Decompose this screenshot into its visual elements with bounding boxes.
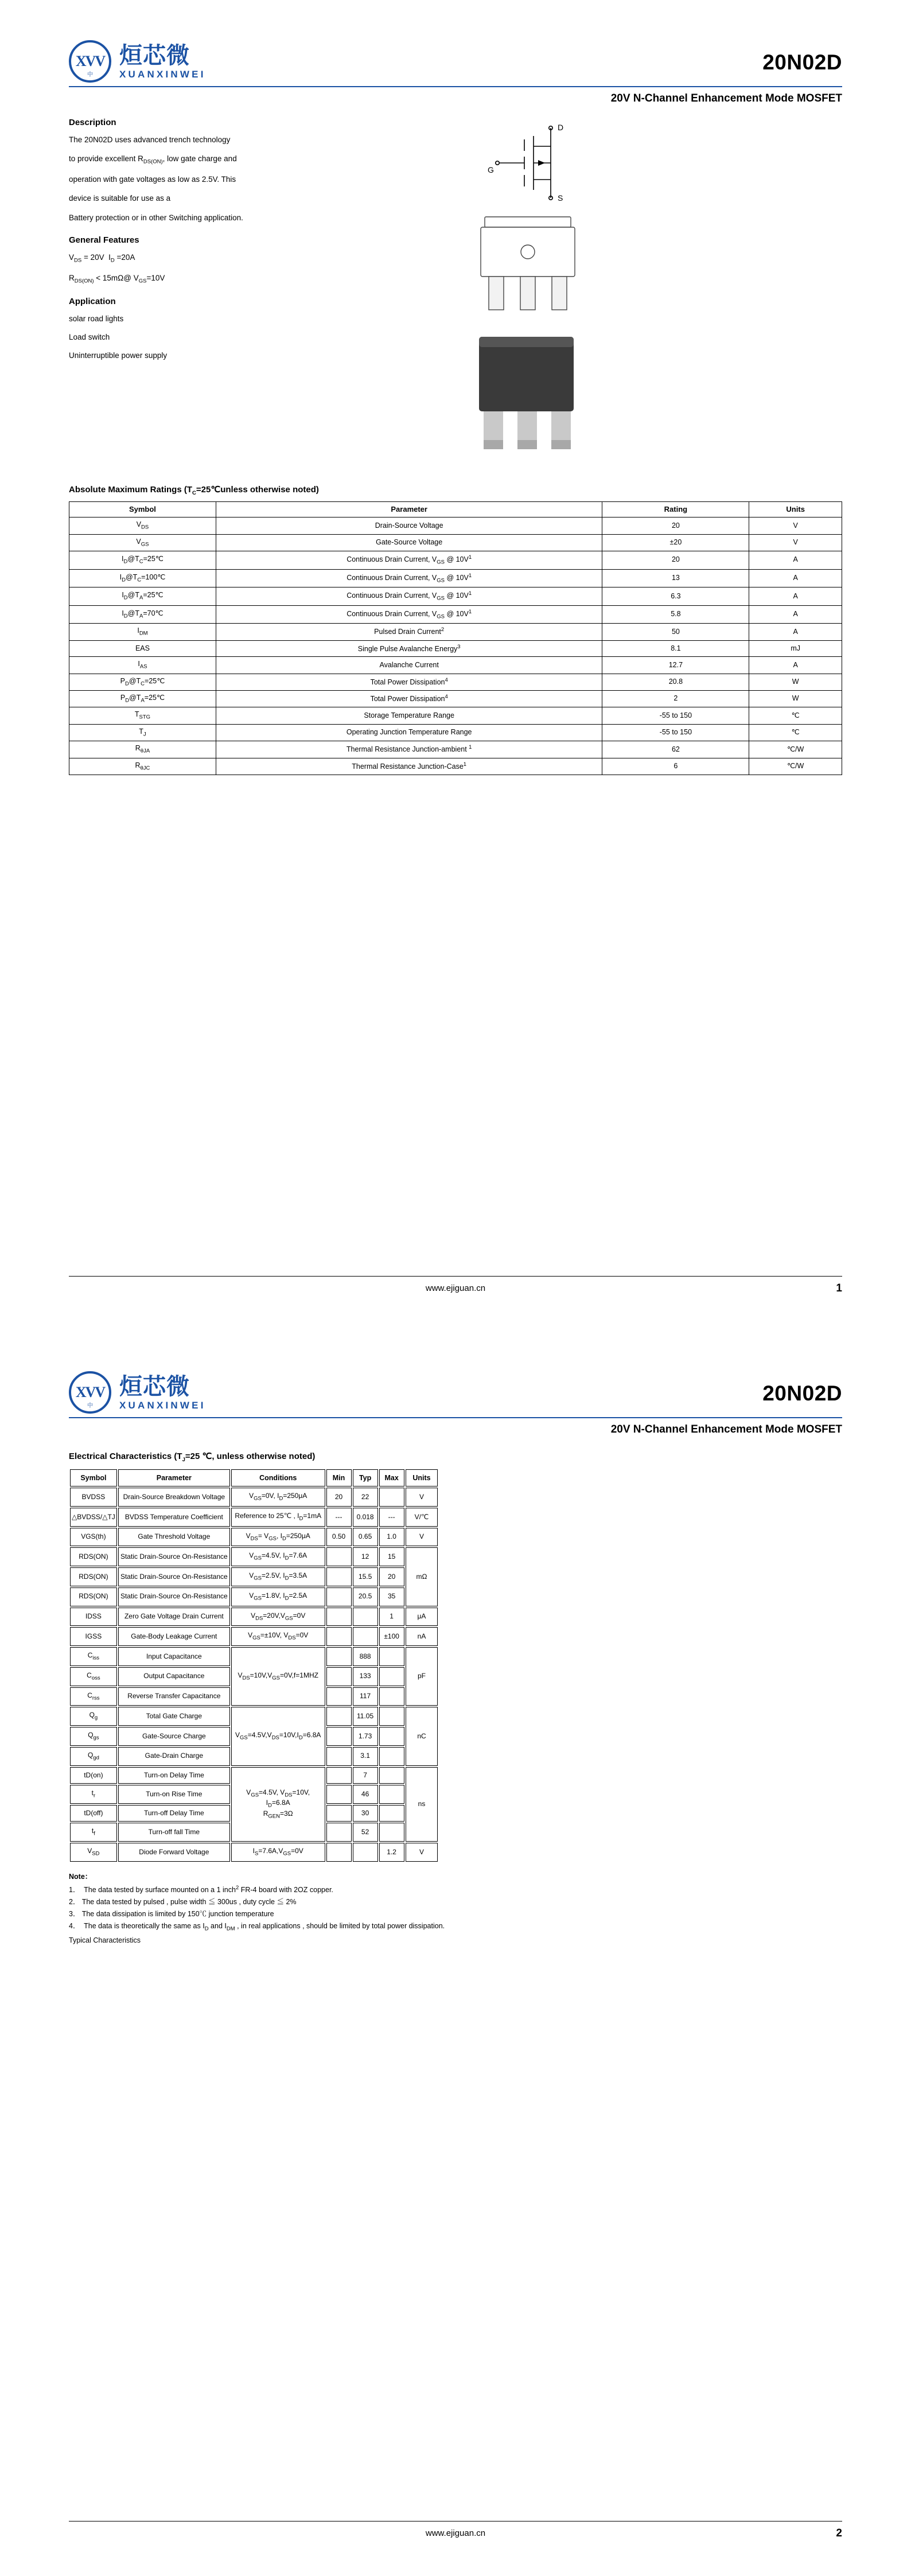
table-row xyxy=(70,1547,438,1566)
logo-wordmark xyxy=(119,1375,206,1411)
cell-typ: 15.5 xyxy=(353,1567,378,1586)
description-paragraph: Battery protection or in other Switching application. xyxy=(69,213,243,222)
cell-max: 35 xyxy=(379,1587,404,1606)
logo-chinese-name: 烜芯微 xyxy=(119,1373,190,1400)
cell-units: A xyxy=(749,605,842,624)
cell-parameter: Input Capacitance xyxy=(118,1647,230,1666)
document-header xyxy=(69,1331,842,1414)
document-header xyxy=(69,0,842,83)
page-footer xyxy=(69,2521,842,2538)
cell-symbol: $V_{SD}$ xyxy=(70,1843,117,1862)
cell-parameter: Storage Temperature Range xyxy=(216,707,602,724)
cell-conditions: Reference to 25℃ , $I_D=1mA$ xyxy=(231,1508,325,1527)
cell-typ: 20.5 xyxy=(353,1587,378,1606)
table-row xyxy=(69,657,842,674)
note-item: 4． The data is theoretically the same as $I_D$ and $I_{DM}$ , in real applications , should be limited by total power dissipation. xyxy=(69,1921,445,1932)
description-paragraph: to provide excellent $R_{DS(ON)}$, low gate charge and xyxy=(69,154,237,165)
cell-typ: 30 xyxy=(353,1805,378,1822)
cell-parameter: Static Drain-Source On-Resistance xyxy=(118,1547,230,1566)
cell-rating: 8.1 xyxy=(602,640,749,657)
cell-units: W xyxy=(749,691,842,707)
cell-symbol: IDSS xyxy=(70,1608,117,1626)
table-row xyxy=(70,1767,438,1784)
col-parameter: Parameter xyxy=(118,1469,230,1487)
cell-typ xyxy=(353,1608,378,1626)
cell-parameter: Static Drain-Source On-Resistance xyxy=(118,1587,230,1606)
cell-symbol: $I_D@T_A=25℃$ xyxy=(69,587,216,606)
cell-units: ℃ xyxy=(749,707,842,724)
cell-rating: 20 xyxy=(602,551,749,570)
cell-units: μA xyxy=(406,1608,438,1626)
cell-max xyxy=(379,1647,404,1666)
general-features-title: General Features xyxy=(69,235,139,245)
cell-rating: 6.3 xyxy=(602,587,749,606)
cell-max: 1 xyxy=(379,1608,404,1626)
cell-rating: ±20 xyxy=(602,534,749,551)
cell-min: 20 xyxy=(326,1488,352,1507)
cell-rating: 2 xyxy=(602,691,749,707)
cell-conditions: $V_{DS}=10V,V_{GS}=0V,f=1MHZ$ xyxy=(231,1647,325,1706)
page-2 xyxy=(0,1331,911,2576)
package-photo xyxy=(465,334,842,460)
cell-units: A xyxy=(749,624,842,640)
cell-symbol: RDS(ON) xyxy=(70,1567,117,1586)
cell-symbol: $Q_g$ xyxy=(70,1707,117,1726)
cell-parameter: Thermal Resistance Junction-ambient $^1$ xyxy=(216,741,602,758)
cell-max xyxy=(379,1727,404,1746)
cell-parameter: Zero Gate Voltage Drain Current xyxy=(118,1608,230,1626)
footer-row xyxy=(69,2528,842,2538)
cell-rating: 50 xyxy=(602,624,749,640)
cell-parameter: Single Pulse Avalanche Energy$^3$ xyxy=(216,640,602,657)
logo-mark-text: XVV xyxy=(75,53,105,69)
cell-typ: 52 xyxy=(353,1823,378,1842)
cell-typ: 46 xyxy=(353,1785,378,1804)
cell-typ: 0.65 xyxy=(353,1528,378,1547)
table-row xyxy=(70,1567,438,1586)
cell-typ: 3.1 xyxy=(353,1747,378,1766)
cell-typ: 22 xyxy=(353,1488,378,1507)
cell-symbol: $I_{AS}$ xyxy=(69,657,216,674)
cell-max xyxy=(379,1707,404,1726)
cell-max xyxy=(379,1767,404,1784)
cell-symbol: RDS(ON) xyxy=(70,1587,117,1606)
page-footer xyxy=(69,1276,842,1293)
table-row xyxy=(70,1627,438,1646)
cell-parameter: BVDSS Temperature Coefficient xyxy=(118,1508,230,1527)
logo-english-name: XUANXINWEI xyxy=(119,68,206,80)
package-outline-drawing xyxy=(459,214,842,320)
general-feature-line: $V_{DS} = 20V$ $I_D =20A$ xyxy=(69,252,135,264)
cell-symbol: BVDSS xyxy=(70,1488,117,1507)
cell-min xyxy=(326,1823,352,1842)
electrical-characteristics-title: Electrical Characteristics ($T_J=25$ ℃, unless otherwise noted) xyxy=(69,1452,316,1463)
cell-symbol: IGSS xyxy=(70,1627,117,1646)
logo-mark-icon xyxy=(69,1371,111,1414)
cell-max xyxy=(379,1488,404,1507)
cell-typ: 1.73 xyxy=(353,1727,378,1746)
description-paragraph: device is suitable for use as a xyxy=(69,194,171,203)
cell-parameter: Total Gate Charge xyxy=(118,1707,230,1726)
table-row xyxy=(69,758,842,775)
cell-parameter: Thermal Resistance Junction-Case$^1$ xyxy=(216,758,602,775)
cell-min xyxy=(326,1567,352,1586)
table-header-row xyxy=(69,502,842,517)
note-item: 1． The data tested by surface mounted on a 1 inch$^2$ FR-4 board with 2OZ copper. xyxy=(69,1884,333,1894)
cell-symbol: $Q_{gd}$ xyxy=(70,1747,117,1766)
cell-symbol: $R_{\theta JC}$ xyxy=(69,758,216,775)
cell-symbol: $C_{oss}$ xyxy=(70,1667,117,1686)
table-row xyxy=(69,674,842,690)
cell-typ: 11.05 xyxy=(353,1707,378,1726)
cell-symbol: $T_J$ xyxy=(69,724,216,741)
cell-max: --- xyxy=(379,1508,404,1527)
cell-units: V xyxy=(406,1528,438,1547)
cell-units: nC xyxy=(406,1707,438,1765)
col-symbol: Symbol xyxy=(69,502,216,517)
cell-parameter: Gate-Source Charge xyxy=(118,1727,230,1746)
description-paragraph: The 20N02D uses advanced trench technology xyxy=(69,135,231,144)
cell-units: W xyxy=(749,674,842,690)
cell-symbol: $T_{STG}$ xyxy=(69,707,216,724)
table-row xyxy=(70,1843,438,1862)
cell-symbol: $P_D@T_A=25℃$ xyxy=(69,691,216,707)
cell-parameter: Total Power Dissipation$^4$ xyxy=(216,674,602,690)
description-right-column xyxy=(373,118,842,460)
cell-units: nA xyxy=(406,1627,438,1646)
cell-symbol: $I_D@T_C=25℃$ xyxy=(69,551,216,570)
table-row xyxy=(70,1528,438,1547)
cell-rating: -55 to 150 xyxy=(602,724,749,741)
cell-symbol: $R_{\theta JA}$ xyxy=(69,741,216,758)
company-logo xyxy=(69,40,206,83)
cell-symbol: RDS(ON) xyxy=(70,1547,117,1566)
mosfet-schematic-icon xyxy=(465,122,637,203)
application-line: Load switch xyxy=(69,333,110,342)
col-max: Max xyxy=(379,1469,404,1487)
cell-typ xyxy=(353,1843,378,1862)
table-row xyxy=(69,587,842,606)
cell-symbol: △BVDSS/△TJ xyxy=(70,1508,117,1527)
col-min: Min xyxy=(326,1469,352,1487)
cell-parameter: Continuous Drain Current, $V_{GS}$ @ $10V^1$ xyxy=(216,551,602,570)
table-row xyxy=(69,691,842,707)
logo-mark-subtext: 中 xyxy=(86,1400,94,1409)
cell-max xyxy=(379,1747,404,1766)
cell-min: --- xyxy=(326,1508,352,1527)
cell-parameter: Output Capacitance xyxy=(118,1667,230,1686)
document-subtitle: 20V N-Channel Enhancement Mode MOSFET xyxy=(610,1423,842,1435)
cell-symbol: $C_{iss}$ xyxy=(70,1647,117,1666)
cell-parameter: Total Power Dissipation$^4$ xyxy=(216,691,602,707)
cell-rating: 6 xyxy=(602,758,749,775)
cell-units: ℃ xyxy=(749,724,842,741)
footer-url[interactable]: www.ejiguan.cn xyxy=(425,1283,486,1293)
table-row xyxy=(69,741,842,758)
cell-symbol: $V_{DS}$ xyxy=(69,517,216,534)
cell-parameter: Pulsed Drain Current$^2$ xyxy=(216,624,602,640)
svg-text:G: G xyxy=(488,165,494,174)
cell-min xyxy=(326,1785,352,1804)
cell-parameter: Drain-Source Breakdown Voltage xyxy=(118,1488,230,1507)
cell-min xyxy=(326,1707,352,1726)
cell-units: A xyxy=(749,569,842,587)
cell-units: V xyxy=(406,1843,438,1862)
col-parameter: Parameter xyxy=(216,502,602,517)
cell-typ: 7 xyxy=(353,1767,378,1784)
cell-symbol: $V_{GS}$ xyxy=(69,534,216,551)
page-number: 1 xyxy=(836,1282,842,1294)
cell-parameter: Turn-on Rise Time xyxy=(118,1785,230,1804)
description-paragraph: operation with gate voltages as low as 2.5V. This xyxy=(69,175,236,184)
typical-characteristics-title: Typical Characteristics xyxy=(69,1936,141,1945)
cell-max xyxy=(379,1687,404,1706)
absolute-maximum-ratings-title: Absolute Maximum Ratings ($T_C=25℃unless$ otherwise noted) xyxy=(69,485,319,496)
logo-english-name: XUANXINWEI xyxy=(119,1399,206,1411)
col-typ: Typ xyxy=(353,1469,378,1487)
cell-units: V/℃ xyxy=(406,1508,438,1527)
cell-rating: 62 xyxy=(602,741,749,758)
note-item: 3． The data dissipation is limited by 150℃ junction temperature xyxy=(69,1909,274,1918)
cell-conditions: $I_S=7.6A,V_{GS}=0V$ xyxy=(231,1843,325,1862)
notes-title: Note： xyxy=(69,1872,92,1881)
cell-symbol: $Q_{gs}$ xyxy=(70,1727,117,1746)
page-number: 2 xyxy=(836,2527,842,2539)
part-number: 20N02D xyxy=(762,1382,842,1405)
header-divider xyxy=(69,86,842,87)
note-item: 2． The data tested by pulsed , pulse width ≦ 300us , duty cycle ≦ 2% xyxy=(69,1897,297,1906)
table-row xyxy=(70,1488,438,1507)
table-row xyxy=(69,624,842,640)
cell-conditions: $V_{GS}=4.5V,V_{DS}=10V,I_D=6.8A$ xyxy=(231,1707,325,1765)
absolute-maximum-ratings-table xyxy=(69,501,842,775)
notes-list xyxy=(69,1885,842,1933)
cell-conditions: $V_{GS}=\pm 10V$, $V_{DS}=0V$ xyxy=(231,1627,325,1646)
header-right xyxy=(762,40,842,75)
cell-min: 0.50 xyxy=(326,1528,352,1547)
cell-min xyxy=(326,1587,352,1606)
cell-max: 15 xyxy=(379,1547,404,1566)
table-row xyxy=(69,551,842,570)
cell-parameter: Turn-off fall Time xyxy=(118,1823,230,1842)
cell-symbol: tD(on) xyxy=(70,1767,117,1784)
col-rating: Rating xyxy=(602,502,749,517)
cell-units: A xyxy=(749,587,842,606)
document-subtitle: 20V N-Channel Enhancement Mode MOSFET xyxy=(610,92,842,104)
table-row xyxy=(69,517,842,534)
cell-typ: 888 xyxy=(353,1647,378,1666)
cell-units: mJ xyxy=(749,640,842,657)
table-row xyxy=(70,1508,438,1527)
cell-parameter: Gate-Source Voltage xyxy=(216,534,602,551)
table-header-row xyxy=(70,1469,438,1487)
application-line: Uninterruptible power supply xyxy=(69,351,168,360)
cell-units: V xyxy=(749,517,842,534)
cell-min xyxy=(326,1747,352,1766)
cell-units: V xyxy=(406,1488,438,1507)
cell-min xyxy=(326,1687,352,1706)
cell-rating: 20 xyxy=(602,517,749,534)
cell-min xyxy=(326,1627,352,1646)
cell-conditions: $V_{GS}=0V$, $I_D=250\mu A$ xyxy=(231,1488,325,1507)
cell-max xyxy=(379,1667,404,1686)
cell-parameter: Continuous Drain Current, $V_{GS}$ @ $10V^1$ xyxy=(216,587,602,606)
logo-chinese-name: 烜芯微 xyxy=(119,42,190,69)
cell-typ xyxy=(353,1627,378,1646)
cell-units: A xyxy=(749,657,842,674)
cell-parameter: Static Drain-Source On-Resistance xyxy=(118,1567,230,1586)
cell-typ: 12 xyxy=(353,1547,378,1566)
cell-parameter: Avalanche Current xyxy=(216,657,602,674)
cell-units: mΩ xyxy=(406,1547,438,1606)
cell-max: 1.2 xyxy=(379,1843,404,1862)
description-title: Description xyxy=(69,118,116,127)
cell-units: ℃/W xyxy=(749,741,842,758)
cell-min xyxy=(326,1608,352,1626)
footer-row xyxy=(69,1283,842,1293)
cell-parameter: Drain-Source Voltage xyxy=(216,517,602,534)
electrical-characteristics-table xyxy=(69,1468,439,1863)
cell-max: 20 xyxy=(379,1567,404,1586)
cell-units: ns xyxy=(406,1767,438,1842)
cell-conditions: $V_{DS}= V_{GS}$, $I_D=250\mu A$ xyxy=(231,1528,325,1547)
cell-conditions: $V_{DS}=20V,V_{GS}=0V$ xyxy=(231,1608,325,1626)
cell-symbol: $I_D@T_C=100℃$ xyxy=(69,569,216,587)
cell-rating: 5.8 xyxy=(602,605,749,624)
notes-section xyxy=(69,1871,842,1944)
table-row xyxy=(69,707,842,724)
cell-units: pF xyxy=(406,1647,438,1706)
cell-max: 1.0 xyxy=(379,1528,404,1547)
logo-mark-icon xyxy=(69,40,111,83)
cell-symbol: $P_D@T_C=25℃$ xyxy=(69,674,216,690)
cell-max xyxy=(379,1805,404,1822)
col-units: Units xyxy=(749,502,842,517)
table-row xyxy=(69,534,842,551)
cell-symbol: VGS(th) xyxy=(70,1528,117,1547)
cell-symbol: $I_{DM}$ xyxy=(69,624,216,640)
table-row xyxy=(70,1647,438,1666)
cell-min xyxy=(326,1805,352,1822)
description-section xyxy=(69,118,842,460)
footer-divider xyxy=(69,1276,842,1277)
header-right xyxy=(762,1371,842,1406)
cell-symbol: EAS xyxy=(69,640,216,657)
cell-typ: 133 xyxy=(353,1667,378,1686)
cell-parameter: Reverse Transfer Capacitance xyxy=(118,1687,230,1706)
cell-parameter: Turn-off Delay Time xyxy=(118,1805,230,1822)
logo-mark-subtext: 中 xyxy=(86,69,94,78)
cell-min xyxy=(326,1667,352,1686)
table-row xyxy=(69,569,842,587)
cell-rating: 20.8 xyxy=(602,674,749,690)
cell-parameter: Gate-Drain Charge xyxy=(118,1747,230,1766)
cell-parameter: Gate Threshold Voltage xyxy=(118,1528,230,1547)
cell-max xyxy=(379,1823,404,1842)
company-logo xyxy=(69,1371,206,1414)
table-row xyxy=(70,1608,438,1626)
table-row xyxy=(69,640,842,657)
svg-text:D: D xyxy=(558,123,564,132)
cell-symbol: $I_D@T_A=70℃$ xyxy=(69,605,216,624)
cell-min xyxy=(326,1547,352,1566)
col-conditions: Conditions xyxy=(231,1469,325,1487)
cell-symbol: $C_{rss}$ xyxy=(70,1687,117,1706)
cell-parameter: Operating Junction Temperature Range xyxy=(216,724,602,741)
cell-parameter: Turn-on Delay Time xyxy=(118,1767,230,1784)
cell-parameter: Diode Forward Voltage xyxy=(118,1843,230,1862)
cell-rating: -55 to 150 xyxy=(602,707,749,724)
svg-text:S: S xyxy=(558,193,563,203)
cell-symbol: $t_f$ xyxy=(70,1823,117,1842)
cell-conditions: $V_{GS}=1.8V$, $I_D=2.5A$ xyxy=(231,1587,325,1606)
cell-max xyxy=(379,1785,404,1804)
cell-units: ℃/W xyxy=(749,758,842,775)
logo-wordmark xyxy=(119,44,206,80)
cell-typ: 117 xyxy=(353,1687,378,1706)
footer-url[interactable]: www.ejiguan.cn xyxy=(425,2528,486,2538)
cell-typ: 0.018 xyxy=(353,1508,378,1527)
cell-conditions: $V_{GS}=2.5V$, $I_D=3.5A$ xyxy=(231,1567,325,1586)
application-title: Application xyxy=(69,297,116,307)
cell-symbol: $t_r$ xyxy=(70,1785,117,1804)
cell-min xyxy=(326,1843,352,1862)
application-line: solar road lights xyxy=(69,314,124,324)
cell-max: ±100 xyxy=(379,1627,404,1646)
cell-conditions: $V_{GS}=4.5V$, $V_{DS}=10V$, $I_D=6.8A$ $R_{GEN}=3\Omega$ xyxy=(231,1767,325,1842)
header-divider xyxy=(69,1417,842,1418)
col-units: Units xyxy=(406,1469,438,1487)
cell-conditions: $V_{GS}=4.5V$, $I_D=7.6A$ xyxy=(231,1547,325,1566)
cell-parameter: Continuous Drain Current, $V_{GS}$ @ $10V^1$ xyxy=(216,569,602,587)
table-row xyxy=(69,724,842,741)
cell-min xyxy=(326,1727,352,1746)
cell-parameter: Gate-Body Leakage Current xyxy=(118,1627,230,1646)
cell-units: A xyxy=(749,551,842,570)
cell-units: V xyxy=(749,534,842,551)
logo-mark-text: XVV xyxy=(75,1384,105,1400)
col-symbol: Symbol xyxy=(70,1469,117,1487)
description-left-column xyxy=(69,118,373,460)
cell-symbol: tD(off) xyxy=(70,1805,117,1822)
general-feature-line: $R_{DS(ON)}$ < 15mΩ@ $V_{GS}=10V$ xyxy=(69,273,165,285)
cell-rating: 13 xyxy=(602,569,749,587)
cell-min xyxy=(326,1767,352,1784)
part-number: 20N02D xyxy=(762,50,842,74)
table-row xyxy=(70,1707,438,1726)
table-row xyxy=(69,605,842,624)
cell-min xyxy=(326,1647,352,1666)
table-row xyxy=(70,1587,438,1606)
cell-parameter: Continuous Drain Current, $V_{GS}$ @ $10V^1$ xyxy=(216,605,602,624)
cell-rating: 12.7 xyxy=(602,657,749,674)
